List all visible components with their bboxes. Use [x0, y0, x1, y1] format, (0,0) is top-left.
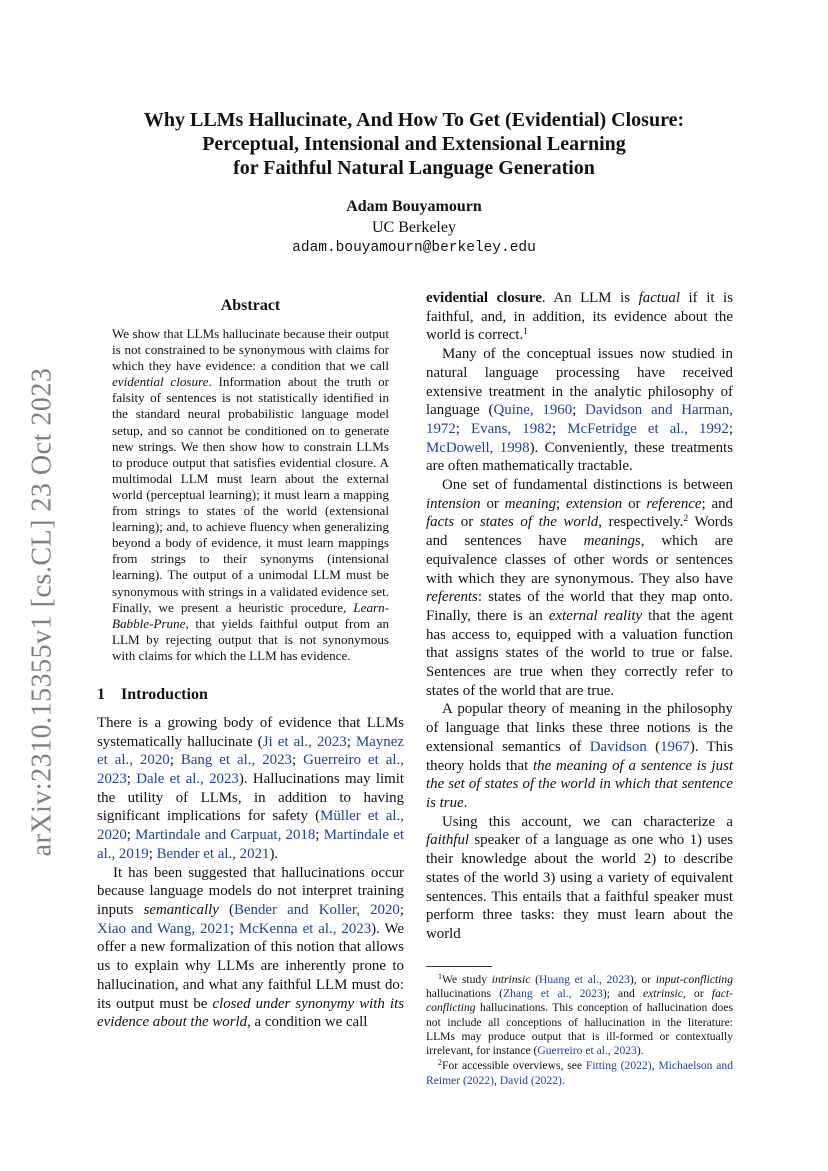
citation-link[interactable]: Bender et al., 2021	[156, 845, 270, 862]
footnote-1: $^1$We study intrinsic (Huang et al., 2023), or input-conflicting hallucinations (Zhang et al., 2023); and extrinsic, or fact-conflicting hallucinations. This conception of hallucination does not include all conceptions of hallucination in the literature: LLMs may produce output that is ill-formed or contextually irrelevant, for instance (Guerreiro et al., 2023).	[426, 971, 733, 1058]
citation-link[interactable]: Zhang et al., 2023	[503, 986, 603, 1000]
citation-link[interactable]: Davidson	[589, 738, 647, 755]
arxiv-identifier-text: arXiv:2310.15355v1 [cs.CL] 23 Oct 2023	[26, 367, 57, 857]
intro-paragraph-2-continued: evidential closure. An LLM is factual if it is faithful, and, in addition, its evidence about the world is correct.$^1$	[426, 290, 733, 344]
abstract-heading: Abstract	[220, 297, 281, 314]
footnote-marker[interactable]: 1	[523, 327, 528, 338]
citation-link[interactable]: Bender and Koller, 2020	[233, 902, 400, 918]
left-column	[97, 296, 404, 1032]
citation-link[interactable]: McDowell, 1998	[426, 439, 530, 456]
citation-link[interactable]: Davidson and Harman, 1972	[426, 402, 733, 437]
citation-link[interactable]: Huang et al., 2023	[539, 972, 630, 986]
footnote-number: 2	[438, 1058, 442, 1068]
footnote-number: 1	[438, 971, 442, 981]
footnote-2: $^2$For accessible overviews, see Fitting (2022), Michaelson and Reimer (2022), David (2022).	[426, 1058, 734, 1087]
title-line-3: for Faithful Natural Language Generation	[233, 157, 595, 179]
right-column	[426, 289, 733, 1088]
section-title: Introduction	[121, 685, 208, 703]
citation-link[interactable]: David (2022)	[499, 1073, 562, 1087]
citation-link[interactable]: Fitting (2022)	[585, 1059, 652, 1073]
intro-paragraph-3: Many of the conceptual issues now studied in natural language processing have received extensive treatment in the analytic philosophy of language (Quine, 1960; Davidson and Harman, 1972; Evans, 1982; McFetridge et al., 1992; McDowell, 1998). Conveniently, these treatments are often mathematically tractable.	[426, 346, 733, 475]
citation-link[interactable]: 1967	[660, 738, 690, 755]
citation-link[interactable]: Ji et al., 2023	[262, 733, 347, 750]
citation-link[interactable]: Müller et al., 2020	[97, 808, 404, 844]
abstract-body: We show that LLMs hallucinate because their output is not constrained to be synonymous with claims for which they have evidence: a condition that we call evidential closure. Information about the truth or falsity of sentences is not statistically identified in the standard neural probabilistic language model setup, and so cannot be conditioned on to generate new strings. We then show how to constrain LLMs to produce output that satisfies evidential closure. A multimodal LLM must learn about the external world (perceptual learning); it must learn a mapping from strings to states of the world (extensional learning); and, to achieve fluency when generalizing beyond a body of evidence, it must learn mappings from strings to their synonyms (intensional learning). The output of a unimodal LLM must be synonymous with strings in a validated evidence set. Finally, we present a heuristic procedure, Learn-Babble-Prune, that yields faithful output from an LLM by rejecting output that is not synonymous with claims for which the LLM has evidence.	[112, 326, 389, 663]
footnote-marker[interactable]: 2	[683, 514, 689, 525]
citation-link[interactable]: Martindale et al., 2019	[97, 827, 404, 862]
citation-link[interactable]: McFetridge et al., 1992	[567, 420, 729, 437]
citation-link[interactable]: Bang et al., 2023	[180, 752, 293, 769]
citation-link[interactable]: Maynez et al., 2020	[97, 733, 404, 769]
footnote-divider	[426, 966, 492, 967]
intro-paragraph-1: There is a growing body of evidence that LLMs systematically hallucinate (Ji et al., 2023; Maynez et al., 2020; Bang et al., 2023; Guerreiro et al., 2023; Dale et al., 2023). Hallucinations may limit the utility of LLMs, in addition to having significant implications for safety (Müller et al., 2020; Martindale and Carpuat, 2018; Martindale et al., 2019; Bender et al., 2021).	[97, 714, 404, 862]
citation-link[interactable]: Evans, 1982	[471, 420, 553, 437]
author-name: Adam Bouyamourn	[346, 198, 482, 215]
intro-paragraph-2: It has been suggested that hallucinations occur because language models do not interpret training inputs semantically (Bender and Koller, 2020; Xiao and Wang, 2021; McKenna et al., 2023). We offer a new formalization of this notion that allows us to explain why LLMs are inherently prone to hallucination, and what any faithful LLM must do: its output must be closed under synonymy with its evidence about the world, a condition we call	[97, 864, 405, 1031]
author-affiliation: UC Berkeley	[372, 219, 456, 236]
section-heading-introduction	[97, 685, 404, 705]
author-block	[100, 196, 728, 258]
intro-paragraph-6: Using this account, we can characterize a faithful speaker of a language as one who 1) uses their knowledge about the world 2) to describe states of the world 3) using a variety of equivalent sentences. This entails that a faithful speaker must perform three tasks: they must learn about the world	[426, 813, 733, 942]
citation-link[interactable]: Guerreiro et al., 2023	[537, 1044, 637, 1058]
citation-link[interactable]: Guerreiro et al., 2023	[97, 752, 404, 788]
section-number: 1	[97, 685, 105, 703]
citation-link[interactable]: Quine, 1960	[493, 402, 573, 419]
citation-link[interactable]: Michaelson and Reimer (2022)	[426, 1059, 734, 1087]
citation-link[interactable]: McKenna et al., 2023	[238, 920, 372, 937]
arxiv-identifier-stamp	[24, 367, 60, 857]
intro-paragraph-5: A popular theory of meaning in the philosophy of language that links these three notions is the extensional semantics of Davidson (1967). This theory holds that the meaning of a sentence is just the set of states of the world in which that sentence is true.	[426, 701, 734, 811]
author-email[interactable]: adam.bouyamourn@berkeley.edu	[292, 240, 536, 256]
paper-title	[100, 108, 728, 180]
citation-link[interactable]: Xiao and Wang, 2021	[97, 920, 230, 937]
citation-link[interactable]: Martindale and Carpuat, 2018	[135, 827, 316, 844]
intro-paragraph-4: One set of fundamental distinctions is between intension or meaning; extension or reference; and facts or states of the world, respectively.$^2$ Words and sentences have meanings, which are equivalence classes of other words or sentences with which they are synonymous. They also have referents: states of the world that they map onto. Finally, there is an external reality that the agent has access to, equipped with a valuation function that assigns states of the world to true or false. Sentences are true when they correctly refer to states of the world that are true.	[426, 477, 734, 699]
citation-link[interactable]: Dale et al., 2023	[136, 771, 239, 788]
title-line-2: Perceptual, Intensional and Extensional Learning	[202, 133, 626, 155]
title-line-1: Why LLMs Hallucinate, And How To Get (Evidential) Closure:	[143, 109, 685, 131]
